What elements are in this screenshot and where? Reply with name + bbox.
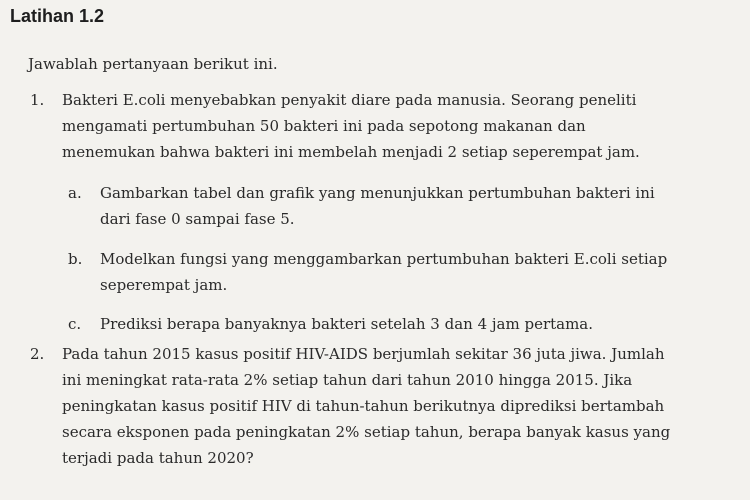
question-1c-letter: c. <box>68 315 82 333</box>
question-1b-line-2: seperempat jam. <box>100 276 228 294</box>
question-2-line-4: secara eksponen pada peningkatan 2% setiap tahun, berapa banyak kasus yang <box>62 423 671 441</box>
question-2-line-2: ini meningkat rata-rata 2% setiap tahun dari tahun 2010 hingga 2015. Jika <box>62 371 633 389</box>
question-1b-line-1: Modelkan fungsi yang menggambarkan pertumbuhan bakteri E.coli setiap <box>100 250 668 268</box>
question-1a-letter: a. <box>68 184 82 202</box>
question-1-line-2: mengamati pertumbuhan 50 bakteri ini pada sepotong makanan dan <box>62 117 586 135</box>
question-1a-line-2: dari fase 0 sampai fase 5. <box>100 210 295 228</box>
question-2-line-1: Pada tahun 2015 kasus positif HIV-AIDS berjumlah sekitar 36 juta jiwa. Jumlah <box>62 345 665 363</box>
exercise-title: Latihan 1.2 <box>10 6 105 26</box>
question-1-number: 1. <box>30 91 45 109</box>
question-1a-line-1: Gambarkan tabel dan grafik yang menunjukkan pertumbuhan bakteri ini <box>100 184 655 202</box>
question-2-number: 2. <box>30 345 45 363</box>
exercise-instruction: Jawablah pertanyaan berikut ini. <box>28 55 278 73</box>
question-1-line-1: Bakteri E.coli menyebabkan penyakit diare pada manusia. Seorang peneliti <box>62 91 637 109</box>
question-1b-letter: b. <box>68 250 83 268</box>
question-1-line-3: menemukan bahwa bakteri ini membelah menjadi 2 setiap seperempat jam. <box>62 143 640 161</box>
question-2-line-5: terjadi pada tahun 2020? <box>62 449 254 467</box>
question-2-line-3: peningkatan kasus positif HIV di tahun-tahun berikutnya diprediksi bertambah <box>62 397 665 415</box>
question-1c-line-1: Prediksi berapa banyaknya bakteri setelah 3 dan 4 jam pertama. <box>100 315 594 333</box>
